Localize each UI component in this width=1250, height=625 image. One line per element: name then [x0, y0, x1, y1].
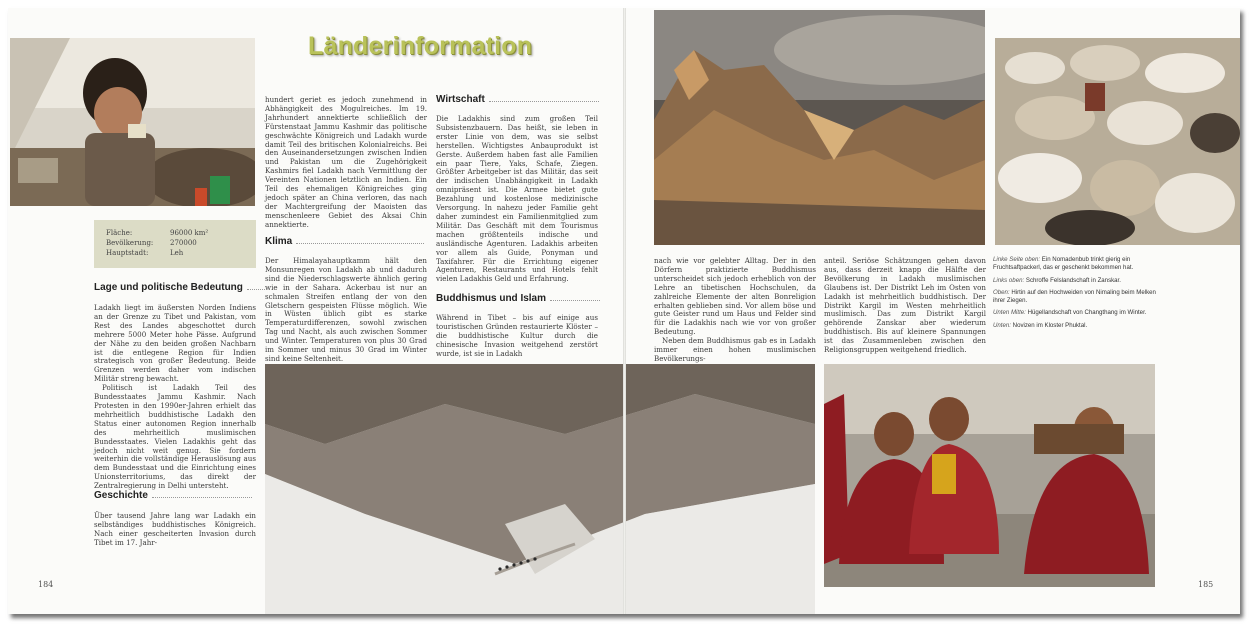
text-column-1 [94, 304, 256, 491]
caption: Unten: Novizen im Kloster Phuktal. [993, 321, 1088, 329]
photo-captions [993, 256, 1163, 334]
info-value: 270000 [170, 239, 197, 247]
photo-winter-hills [265, 364, 815, 614]
paragraph: Während in Tibet – bis auf einige aus touristischen Gründen restaurierte Klöster – die buddhistische Kultur durch die chinesische Invasion weitgehend zerstört wurde, ist sie in Ladakh [436, 313, 598, 358]
heading-klima: Klima [265, 236, 424, 247]
text-column-2 [265, 96, 427, 230]
text-wirtschaft [436, 115, 598, 284]
info-value: 96000 km² [170, 229, 209, 237]
heading-buddhismus: Buddhismus und Islam [436, 293, 600, 304]
info-label: Bevölkerung: [106, 239, 154, 247]
paragraph: Politisch ist Ladakh Teil des Bundesstaates Jammu Kashmir. Nach Protesten in den 1990er-Jahren erhielt das mehrheitlich buddhistische Ladakh den Status einer autonomen Region innerhalb des mehrheitlich muslimischen Bundesstaates. Vielen Ladakhis geht das jedoch nicht weit genug. Sie fordern weiterhin die vollständige Herauslösung aus dem Bundesstaat und die Einrichtung eines Unionsterritoriums, das direkt der Zentralregierung in Delhi untersteht. [94, 383, 256, 491]
heading-lage: Lage und politische Bedeutung [94, 282, 265, 293]
paragraph: Neben dem Buddhismus gab es in Ladakh immer einen hohen muslimischen Bevölkerungs- [654, 336, 816, 363]
paragraph: nach wie vor gelebter Alltag. Der in den Dörfern praktizierte Buddhismus unterscheidet sich jedoch erheblich von der Lehre an tibetischen Hochschulen, da zahlreiche Elemente der alten Bonreligion erhalten geblieben sind. Vor allem böse und gute Geister rund um Haus und Felder sind für die Ladakhis nach wie vor von großer Bedeutung. [654, 256, 816, 337]
page-title: Länderinformation [308, 32, 533, 60]
info-value: Leh [170, 249, 184, 257]
paragraph: Ladakh liegt im äußersten Norden Indiens an der Grenze zu Tibet und Pakistan, vom Rest des Landes abgeschottet durch mehrere 5000 Meter hohe Pässe. Aufgrund der Nähe zu den beiden großen Nachbarn ist die entlegene Region für Indien strategisch von großer Bedeutung. Beide Grenzen werden daher vom indischen Militär streng bewacht. [94, 303, 256, 384]
page-number-left: 184 [38, 580, 54, 589]
info-row-area [106, 229, 209, 239]
book-gutter [623, 8, 626, 614]
heading-geschichte: Geschichte [94, 490, 252, 501]
caption: Oben: Hirtin auf den Hochweiden von Nimaling beim Melken ihrer Ziegen. [993, 288, 1156, 305]
caption: Unten Mitte: Hügellandschaft von Changthang im Winter. [993, 309, 1147, 317]
caption: Links oben: Schroffe Felslandschaft in Zanskar. [993, 276, 1121, 284]
photo-zanskar-rocks [654, 10, 985, 245]
paragraph: hundert geriet es jedoch zunehmend in Abhängigkeit des Mogulreiches. Im 19. Jahrhundert annektierte schließlich der Fürstenstaat Jammu Kashmir das politische geschwächte Königreich und Ladakh wurde damit Teil des britischen Kolonialreichs. Bei den Auseinandersetzungen zwischen Indien und Pakistan um die Zugehörigkeit Kashmirs fiel Ladakh nach Vermittlung der Vereinten Nationen letztlich an Indien. Ein Teil des ehemaligen Königreiches ging jedoch später an China verloren, das nach der Machtergreifung der Maoisten das menschenleere Gebiet des Aksai Chin annektierte. [265, 95, 427, 229]
heading-wirtschaft: Wirtschaft [436, 94, 599, 105]
photo-goats [995, 38, 1240, 245]
info-row-population [106, 239, 197, 249]
photo-nomad-boy [10, 38, 255, 206]
paragraph: anteil. Seriöse Schätzungen gehen davon aus, dass derzeit knapp die Hälfte der Bevölkerung in Ladakh muslimischen Glaubens ist. Der Distrikt Leh im Osten von Ladakh ist mehrheitlich buddhistisch. Der Distrikt Kargil im Westen mehrheitlich muslimisch. Das zum Distrikt Kargil gehörende Zanskar aber wiederum buddhistisch. Bis auf kleinere Spannungen ist das Zusammenleben zwischen den Religionsgruppen weitgehend friedlich. [824, 256, 986, 355]
paragraph: Über tausend Jahre lang war Ladakh ein selbständiges buddhistisches Königreich. Nach einer gescheiterten Invasion durch Tibet im 17. Jahr- [94, 511, 256, 547]
info-label: Hauptstadt: [106, 249, 149, 257]
book-spread [8, 8, 1240, 614]
paragraph: Der Himalayahauptkamm hält den Monsunregen von Ladakh ab und dadurch sind die Niederschlagswerte ähnlich gering wie in der Sahara. Ackerbau ist nur an schmalen Streifen entlang der von den Gletschern gespeisten Flüsse möglich. Wie in Wüsten üblich gibt es starke Temperaturdifferenzen, sowohl zwischen Tag und Nacht, als auch zwischen Sommer und Winter. Temperaturen von plus 30 Grad im Sommer und minus 30 Grad im Winter sind keine Seltenheit. [265, 256, 427, 363]
info-row-capital [106, 249, 184, 259]
text-right-column-2 [824, 257, 986, 355]
text-klima [265, 257, 427, 364]
text-geschichte [94, 512, 256, 548]
caption: Linke Seite oben: Ein Nomadenbub trinkt gierig ein Fruchtsaftpackerl, das er geschenkt bekommen hat. [993, 256, 1134, 272]
country-info-box [94, 220, 256, 268]
info-label: Fläche: [106, 229, 133, 237]
photo-novice-monks [824, 364, 1155, 587]
text-buddhismus [436, 314, 598, 359]
page-number-right: 185 [1198, 580, 1214, 589]
text-right-column-1 [654, 257, 816, 364]
paragraph: Die Ladakhis sind zum großen Teil Subsistenzbauern. Das heißt, sie leben in erster Linie von dem, was sie selbst herstellen. Wichtigstes Anbauprodukt ist Gerste. Außerdem haben fast alle Familien ein paar Tiere, Yaks, Schafe, Ziegen. Größter Arbeitgeber ist das Militär, das seit der indischen Unabhängigkeit in Ladakh omnipräsent ist. Die Armee bietet gute Bezahlung und kostenlose medizinische Versorgung. In nahezu jeder Familie geht daher zumindest ein Familienmitglied zum Militär. Das Geschäft mit dem Tourismus machen größtenteils indische und ausländische Agenturen. Ladakhis arbeiten vor allem als Guide, Ponyman und Taxifahrer. Für die Errichtung eigener Agenturen, Restaurants und Hotels fehlt vielen Ladakhis Geld und Erfahrung. [436, 114, 598, 284]
